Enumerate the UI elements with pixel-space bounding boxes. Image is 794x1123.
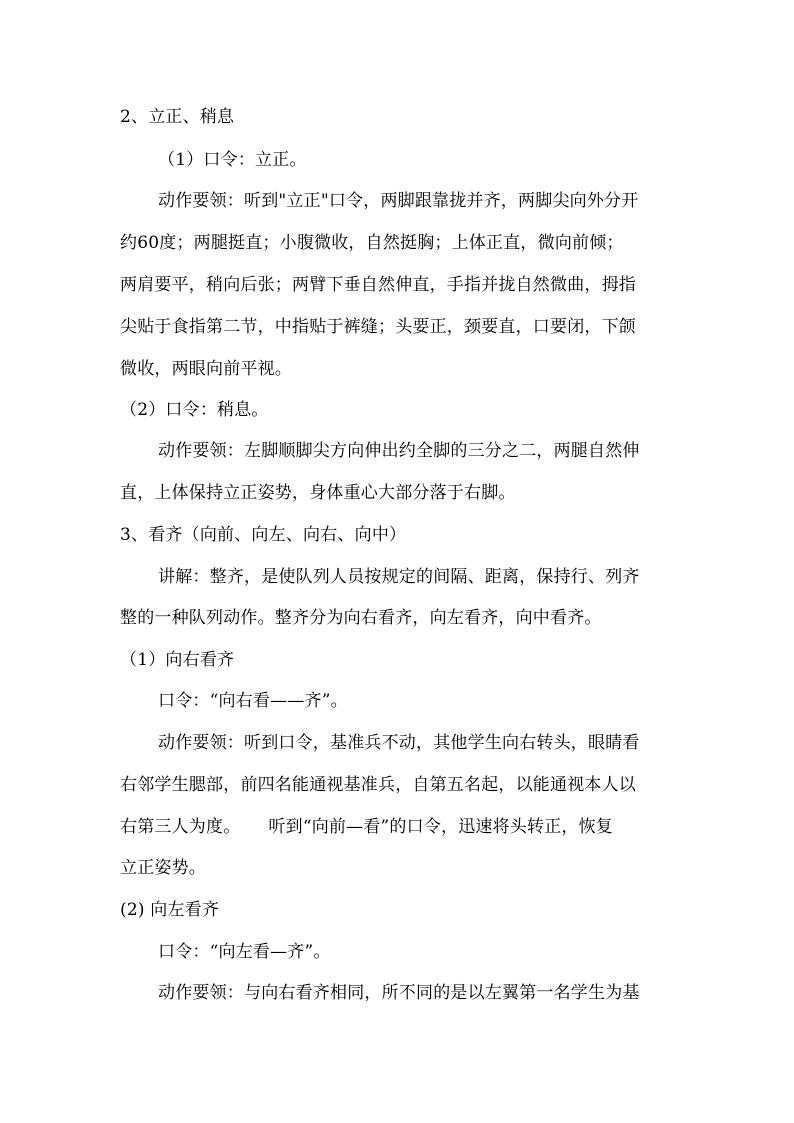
- subheading-at-ease: （2）口令：稍息。: [120, 400, 269, 420]
- paragraph-line: 微收，两眼向前平视。: [120, 359, 292, 379]
- paragraph-line: 口令：“向右看——齐”。: [158, 691, 348, 711]
- subheading-dress-right: （1）向右看齐: [120, 650, 235, 670]
- paragraph-line: 立正姿势。: [120, 858, 206, 878]
- paragraph-line: 口令：“向左看—齐”。: [158, 942, 331, 962]
- paragraph-line: 约60度；两腿挺直；小腹微收，自然挺胸；上体正直，微向前倾；: [120, 233, 624, 253]
- subheading-attention: （1）口令：立正。: [158, 150, 307, 170]
- subheading-dress-left: (2) 向左看齐: [120, 900, 220, 920]
- paragraph-line: 两肩要平，稍向后张；两臂下垂自然伸直，手指并拢自然微曲，拇指: [120, 275, 636, 295]
- paragraph-line: 直，上体保持立正姿势，身体重心大部分落于右脚。: [120, 483, 516, 503]
- paragraph-line: 动作要领：与向右看齐相同，所不同的是以左翼第一名学生为基: [158, 983, 640, 1003]
- paragraph-line: 动作要领：听到口令，基准兵不动，其他学生向右转头，眼睛看: [158, 733, 640, 753]
- heading-dress: 3、看齐（向前、向左、向右、向中）: [120, 525, 407, 545]
- paragraph-line: 讲解：整齐，是使队列人员按规定的间隔、距离，保持行、列齐: [158, 567, 640, 587]
- heading-stand-at-ease: 2、立正、稍息: [120, 107, 235, 127]
- paragraph-line: 动作要领：左脚顺脚尖方向伸出约全脚的三分之二，两腿自然伸: [158, 441, 640, 461]
- paragraph-line: 整的一种队列动作。整齐分为向右看齐，向左看齐，向中看齐。: [120, 608, 602, 628]
- paragraph-line: 动作要领：听到"立正"口令，两脚跟靠拢并齐，两脚尖向外分开: [158, 191, 639, 211]
- paragraph-line: 右邻学生腮部，前四名能通视基准兵，自第五名起，以能通视本人以: [120, 775, 636, 795]
- paragraph-line: 右第三人为度。 听到“向前—看”的口令，迅速将头转正，恢复: [120, 817, 613, 837]
- paragraph-line: 尖贴于食指第二节，中指贴于裤缝；头要正，颈要直，口要闭，下颌: [120, 317, 636, 337]
